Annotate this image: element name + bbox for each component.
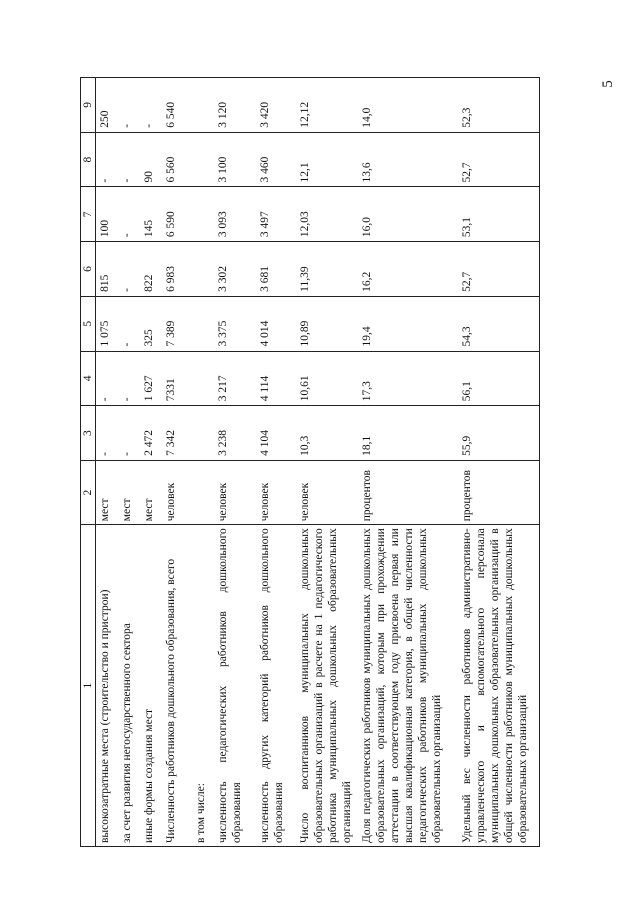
value-cell: 7 389 [162, 296, 192, 351]
value-cell: 52,3 [458, 78, 540, 133]
header-cell: 5 [81, 296, 96, 351]
value-cell [192, 187, 214, 242]
table-header [81, 78, 96, 847]
value-cell: 4 014 [256, 296, 296, 351]
value-cell: 822 [140, 242, 162, 297]
unit-cell: мест [118, 460, 140, 524]
value-cell [192, 296, 214, 351]
page-number: 5 [600, 80, 616, 88]
value-cell: 52,7 [458, 132, 540, 187]
value-cell: 12,1 [296, 132, 358, 187]
value-cell: 7331 [162, 351, 192, 406]
indicator-label: в том числе: [192, 525, 214, 847]
value-cell: 3 120 [214, 78, 256, 133]
header-cell: 1 [81, 525, 96, 847]
value-cell: 4 104 [256, 406, 296, 461]
value-cell: 6 560 [162, 132, 192, 187]
value-cell: 3 093 [214, 187, 256, 242]
value-cell: 100 [96, 187, 118, 242]
value-cell: 6 540 [162, 78, 192, 133]
table-row [358, 78, 458, 847]
header-cell: 9 [81, 78, 96, 133]
unit-cell: мест [140, 460, 162, 524]
table-row [140, 78, 162, 847]
value-cell: 14,0 [358, 78, 458, 133]
value-cell [192, 242, 214, 297]
value-cell: 10,61 [296, 351, 358, 406]
indicator-label: численность педагогических работников дошкольного образования [214, 525, 256, 847]
header-cell: 3 [81, 406, 96, 461]
value-cell: 325 [140, 296, 162, 351]
header-cell: 7 [81, 187, 96, 242]
value-cell: 13,6 [358, 132, 458, 187]
value-cell: - [118, 242, 140, 297]
value-cell: 3 497 [256, 187, 296, 242]
value-cell: 3 420 [256, 78, 296, 133]
value-cell: 11,39 [296, 242, 358, 297]
value-cell [192, 406, 214, 461]
value-cell: - [96, 351, 118, 406]
rotated-table-frame [80, 77, 610, 847]
unit-cell: человек [296, 460, 358, 524]
table-row [458, 78, 540, 847]
table-body [96, 78, 540, 847]
value-cell [192, 78, 214, 133]
indicator-label: высокозатратные места (строительство и пристрои) [96, 525, 118, 847]
table-container [80, 77, 610, 847]
value-cell: 3 375 [214, 296, 256, 351]
value-cell: 10,3 [296, 406, 358, 461]
value-cell: 16,0 [358, 187, 458, 242]
value-cell: 815 [96, 242, 118, 297]
header-cell: 2 [81, 460, 96, 524]
value-cell: - [96, 132, 118, 187]
indicator-label: Численность работников дошкольного образования, всего [162, 525, 192, 847]
indicator-label: Удельный вес численности работников административно-управленческого и вспомогательного персонала муниципальных дошкольных образовательных организаций в общей численности работников муниципальных дошкольных образовательных организаций [458, 525, 540, 847]
value-cell: 6 983 [162, 242, 192, 297]
unit-cell: человек [256, 460, 296, 524]
value-cell: 16,2 [358, 242, 458, 297]
value-cell: 7 342 [162, 406, 192, 461]
value-cell: 145 [140, 187, 162, 242]
header-row [81, 78, 96, 847]
indicator-label: за счет развития негосударственного сектора [118, 525, 140, 847]
table-row [256, 78, 296, 847]
unit-cell: мест [96, 460, 118, 524]
value-cell: - [118, 296, 140, 351]
value-cell: 12,12 [296, 78, 358, 133]
value-cell: - [118, 406, 140, 461]
indicators-table [80, 77, 540, 847]
value-cell: 52,7 [458, 242, 540, 297]
unit-cell: человек [162, 460, 192, 524]
indicator-label: Число воспитанников муниципальных дошкольных образовательных организаций в расчете на 1 педагогического работника муниципальных дошкольных образовательных организаций [296, 525, 358, 847]
value-cell [192, 132, 214, 187]
value-cell: 3 238 [214, 406, 256, 461]
value-cell: 17,3 [358, 351, 458, 406]
value-cell: 56,1 [458, 351, 540, 406]
table-row [96, 78, 118, 847]
value-cell: 4 114 [256, 351, 296, 406]
value-cell: 12,03 [296, 187, 358, 242]
header-cell: 4 [81, 351, 96, 406]
unit-cell: процентов [358, 460, 458, 524]
table-row [296, 78, 358, 847]
value-cell: 53,1 [458, 187, 540, 242]
value-cell: 3 460 [256, 132, 296, 187]
value-cell: - [118, 351, 140, 406]
value-cell: - [140, 78, 162, 133]
unit-cell: процентов [458, 460, 540, 524]
value-cell: 3 100 [214, 132, 256, 187]
table-row [192, 78, 214, 847]
value-cell: 90 [140, 132, 162, 187]
value-cell: 54,3 [458, 296, 540, 351]
header-cell: 8 [81, 132, 96, 187]
unit-cell [192, 460, 214, 524]
indicator-label: численность других категорий работников дошкольного образования [256, 525, 296, 847]
value-cell: 250 [96, 78, 118, 133]
value-cell [192, 351, 214, 406]
header-cell: 6 [81, 242, 96, 297]
table-row [162, 78, 192, 847]
indicator-label: Доля педагогических работников муниципальных дошкольных образовательных организаций, которым при прохождении аттестации в соответствующем году присвоена первая или высшая квалификационная категория, в общей численности педагогических работников муниципальных дошкольных образовательных организаций [358, 525, 458, 847]
value-cell: - [118, 187, 140, 242]
unit-cell: человек [214, 460, 256, 524]
table-row [118, 78, 140, 847]
table-row [214, 78, 256, 847]
value-cell: - [118, 132, 140, 187]
indicator-label: иные формы создания мест [140, 525, 162, 847]
value-cell: 1 627 [140, 351, 162, 406]
value-cell: 3 302 [214, 242, 256, 297]
value-cell: 10,89 [296, 296, 358, 351]
value-cell: 18,1 [358, 406, 458, 461]
value-cell: 19,4 [358, 296, 458, 351]
value-cell: 3 217 [214, 351, 256, 406]
value-cell: - [118, 78, 140, 133]
value-cell: 2 472 [140, 406, 162, 461]
value-cell: 1 075 [96, 296, 118, 351]
value-cell: 6 590 [162, 187, 192, 242]
value-cell: 55,9 [458, 406, 540, 461]
value-cell: - [96, 406, 118, 461]
value-cell: 3 681 [256, 242, 296, 297]
